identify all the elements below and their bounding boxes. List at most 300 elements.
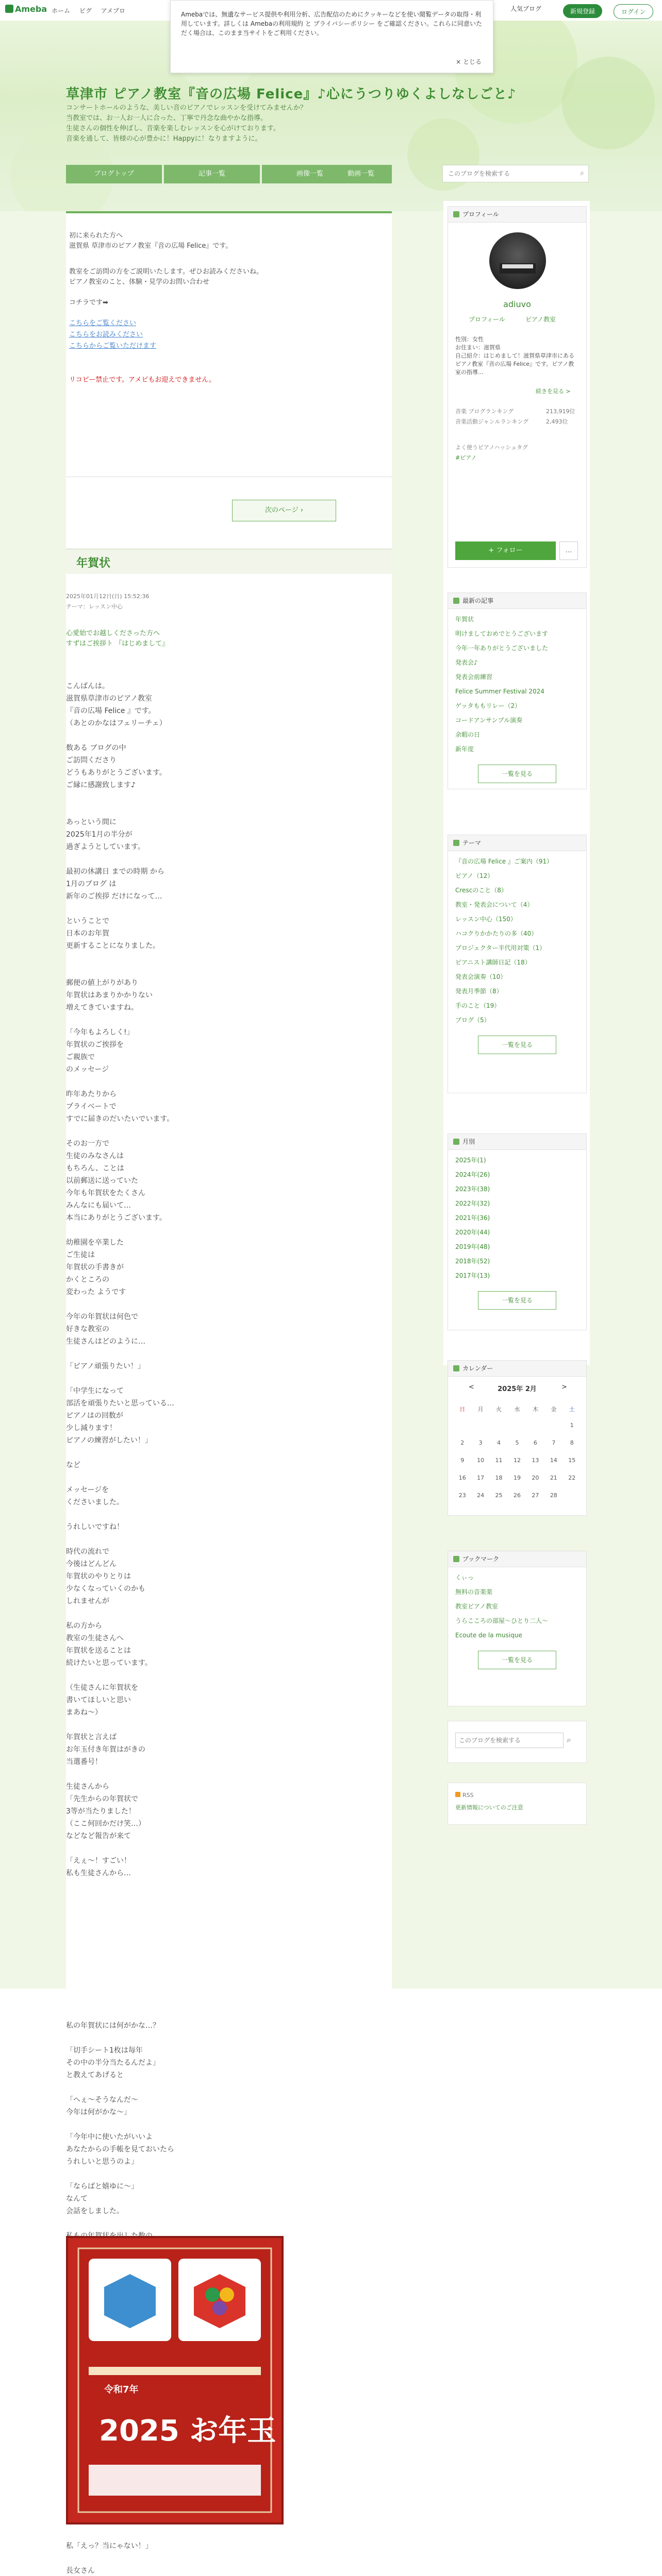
article-body-line: [66, 853, 355, 866]
calendar-day: 20: [532, 1474, 539, 1481]
next-page-button[interactable]: 次のページ ›: [232, 500, 336, 521]
article-body-line: 更新することになりました。: [66, 942, 160, 950]
popular-blog-label: 人気ブログ: [510, 5, 542, 12]
archive-heading-label: 月別: [462, 1138, 475, 1145]
top-nav: [52, 6, 133, 15]
article-body-line: [66, 1076, 355, 1088]
calendar-day: 11: [495, 1456, 503, 1464]
article-body-line: などなど報告が来て: [66, 1832, 131, 1840]
theme-link[interactable]: Crescのこと（8）: [455, 887, 507, 894]
article-body-line: 昨年あたりから: [66, 1090, 117, 1098]
archive-month-link[interactable]: 2024年(26): [455, 1171, 490, 1178]
article-body-after-photo: [66, 2540, 355, 2576]
ranking-label-2[interactable]: 音楽活動ジャンルランキング: [455, 418, 529, 425]
article-body-line: [66, 1842, 355, 1855]
calendar-box: [448, 1360, 587, 1516]
theme-link[interactable]: プロジェクター半代用対策（1）: [455, 944, 546, 952]
article-title[interactable]: 年賀状: [76, 557, 111, 570]
article-body-line: [66, 1014, 355, 1026]
intro-line-2: 滋賀県 草津市のピアノ教室『音の広場 Felice』です。: [69, 242, 233, 250]
recent-more-label: 一覧を見る: [501, 770, 533, 777]
stamp-sheet-illustration: [68, 2238, 282, 2522]
calendar-weekday: 土: [569, 1406, 575, 1413]
article-body-line: 生徒さんから: [66, 1783, 109, 1791]
article-body-line: [66, 730, 355, 742]
cookie-notice-text: Amebaでは、無遺なサービス提供や利用分析、広告配信のためにクッキーなどを使い閲覧データの取得・利用しています。詳しくは Amebaの利用規約 と プライバシーポリシー をご確認ください。これらに同意いただく場合は、このまま当サイトをご利用ください。: [181, 11, 482, 37]
calendar-day: 14: [550, 1456, 557, 1464]
article-body-line: 本当にありがとうございます。: [66, 1214, 167, 1222]
article-body-line: 滋賀県草津市のピアノ教室: [66, 694, 152, 703]
follow-options-label: …: [565, 547, 572, 554]
article-body-continued-line: [66, 2032, 355, 2044]
article-body-line: 数ある ブログの中: [66, 744, 126, 752]
next-page-label: 次のページ: [264, 506, 299, 514]
calendar-day: [544, 1416, 562, 1434]
nav-article-list[interactable]: [164, 165, 260, 183]
recent-article-link[interactable]: 明けましておめでとうございます: [455, 630, 549, 637]
calendar-prev-button[interactable]: <: [469, 1383, 474, 1391]
login-button[interactable]: [614, 4, 653, 19]
article-body-continued-line: 会話をしました。: [66, 2207, 124, 2215]
article-body-line: [66, 1719, 355, 1731]
recent-more-button[interactable]: [478, 765, 556, 783]
article-body-line: かくところの: [66, 1276, 109, 1284]
article-body-after-photo-line: 私「えっ？当にゃない！」: [66, 2542, 153, 2550]
calendar-day: 25: [495, 1492, 503, 1499]
calendar-day: 1: [570, 1421, 574, 1429]
archive-heading-icon: [453, 1139, 459, 1145]
article-body-line: （あとのかなはフェリーチェ）: [66, 719, 167, 727]
nav-pigg[interactable]: ピグ: [79, 7, 92, 14]
recent-list: [448, 609, 586, 759]
intro-warning: リコピー禁止です。アメピもお迎えできません。: [69, 376, 216, 384]
search-icon[interactable]: ⌕: [580, 169, 584, 177]
recent-article-link[interactable]: 発表会前練習: [455, 673, 493, 681]
intro-link-3-text: こちらからご覧いただけます: [69, 342, 157, 350]
archive-box: [448, 1133, 587, 1330]
recent-article-link[interactable]: コードアンサンブル演奏: [455, 717, 523, 724]
article-body-line: 今年の年賀状は何色で: [66, 1313, 138, 1321]
article-body-line: 日本のお年賀: [66, 929, 109, 938]
article-body-line: ご親族で: [66, 1053, 95, 1061]
calendar-day: 24: [477, 1492, 485, 1499]
theme-link[interactable]: レッスン中心（150）: [455, 916, 517, 923]
ranking-value-1: 213,919位: [546, 408, 575, 415]
themes-heading-label: テーマ: [462, 839, 482, 846]
calendar-day: 2: [460, 1439, 465, 1446]
article-body-line: [66, 1372, 355, 1385]
article-body-line: 時代の流れで: [66, 1548, 109, 1556]
bookmark-link[interactable]: くぃっ: [455, 1574, 474, 1581]
archive-month-link[interactable]: 2017年(13): [455, 1272, 490, 1279]
article-list-label: 記事一覧: [198, 170, 225, 178]
article-body-line: [66, 1669, 355, 1682]
article-body-line: 部活を頑張りたいと思っている…: [66, 1399, 174, 1408]
calendar-weekday: 日: [459, 1406, 466, 1413]
article-body-line: まあね〜）: [66, 1708, 102, 1717]
article-body-continued-line: [66, 2217, 355, 2230]
piano-school-link[interactable]: ピアノ教室: [525, 316, 556, 323]
article-body-continued-line: 「今年中に使いたがいいよ: [66, 2133, 153, 2141]
article-body-line: ご生徒は: [66, 1251, 95, 1259]
rss-box: [448, 1783, 587, 1825]
article-body-line: 年賀状の手書きが: [66, 1263, 124, 1272]
theme-link[interactable]: ピアノ（12）: [455, 872, 494, 879]
article-body-line: ピアノの練習がしたい！」: [66, 1436, 152, 1445]
article-body-line: [66, 791, 355, 804]
intro-line-5: コチラです➡: [69, 299, 108, 307]
rss-heading-label: RSS: [462, 1792, 474, 1799]
article-body-line: 「今年もよろしく!」: [66, 1028, 134, 1037]
calendar-day: 5: [515, 1439, 519, 1446]
blog-nav: [66, 165, 360, 183]
recent-article-link[interactable]: ゲッタももリレー（2）: [455, 702, 521, 709]
bookmark-link[interactable]: 教室ピアノ教室: [455, 1603, 499, 1610]
article-body-line: 少なくなっていくのかも: [66, 1585, 145, 1593]
hashtag-piano[interactable]: #ピアノ: [455, 454, 477, 461]
article-body-line: 年賀状を送ることは: [66, 1647, 131, 1655]
popular-blog-link[interactable]: [510, 4, 541, 13]
article-body-line: こんばんは。: [66, 682, 109, 690]
piano-avatar-icon: [489, 232, 546, 289]
article-body-continued-line: その中の半分当たるんだよ」: [66, 2059, 160, 2067]
article-body-line: [66, 952, 355, 964]
calendar-day: 7: [552, 1439, 556, 1446]
article-body-continued-line: [66, 2168, 355, 2180]
article-body-after-photo-line: 長女さん: [66, 2567, 95, 2575]
calendar-day: 9: [460, 1456, 465, 1464]
intro-link-2[interactable]: [69, 330, 143, 340]
article-body-line: もちろん、ことは: [66, 1164, 124, 1173]
article-body-line: 「ピアノ頑張りたい！」: [66, 1362, 145, 1370]
calendar-day: [453, 1416, 471, 1434]
image-list-label: 画像一覧: [296, 170, 323, 178]
archive-month-link[interactable]: 2023年(38): [455, 1185, 490, 1193]
article-body-line: [66, 1768, 355, 1781]
article-body-continued-line: 今年は何がかな〜」: [66, 2108, 131, 2116]
new-year-stamp-photo[interactable]: [66, 2236, 284, 2524]
theme-link[interactable]: ブログ（5）: [455, 1016, 490, 1024]
bookmark-link[interactable]: うらこころの部屋〜ひとり二人〜: [455, 1617, 549, 1624]
calendar-day: 15: [568, 1456, 576, 1464]
nav-video-list[interactable]: [330, 165, 392, 183]
article-body-line: [66, 1125, 355, 1138]
article-body-continued-line: あなたからの手帳を見ておいたら: [66, 2145, 174, 2154]
bookmarks-list: [448, 1567, 586, 1646]
calendar-day: 4: [497, 1439, 501, 1446]
calendar-day: 26: [513, 1492, 521, 1499]
profile-box: [448, 206, 587, 568]
calendar-day: [563, 1486, 581, 1504]
article-body-continued-line: [66, 2119, 355, 2131]
themes-more-button[interactable]: [478, 1036, 556, 1054]
calendar-next-button[interactable]: >: [561, 1383, 567, 1391]
article-body-continued-line: うれしいと思うのよ」: [66, 2158, 138, 2166]
signup-label: 新規登録: [563, 4, 602, 18]
side-search-box: [448, 1721, 587, 1763]
article-body-line: 2025年1月の半分が: [66, 831, 133, 839]
ranking-label-1[interactable]: 音楽 ブログランキング: [455, 408, 514, 415]
bookmarks-more-label: 一覧を見る: [501, 1656, 533, 1664]
article-body-line: あっという間に: [66, 818, 117, 826]
calendar-weekday: 月: [477, 1406, 484, 1413]
blog-top-label: ブログトップ: [94, 170, 134, 178]
calendar-heading: [448, 1361, 586, 1377]
profile-heading-label: プロフィール: [462, 211, 499, 218]
calendar-grid: [453, 1402, 581, 1504]
side-search-icon[interactable]: ⌕: [567, 1735, 571, 1744]
calendar-day: 16: [458, 1474, 466, 1481]
theme-link[interactable]: 教室・発表会について（4）: [455, 901, 534, 908]
calendar-day: 19: [513, 1474, 521, 1481]
theme-link[interactable]: 発表会演奏（10）: [455, 973, 507, 980]
archive-list: [448, 1150, 586, 1286]
calendar-day: [526, 1416, 544, 1434]
calendar-day: 22: [568, 1474, 576, 1481]
cookie-close-label: × とじる: [456, 58, 482, 65]
rss-icon: [455, 1792, 460, 1797]
intro-top-rule: [66, 211, 392, 213]
rss-link[interactable]: 更新情報についてのご注意: [455, 1804, 523, 1811]
recent-article-link[interactable]: 発表会♪: [455, 659, 478, 666]
article-body-line: [66, 1447, 355, 1459]
article-body-line: くださいました。: [66, 1498, 124, 1506]
calendar-day: 28: [550, 1492, 557, 1499]
archive-month-link[interactable]: 2022年(32): [455, 1200, 490, 1207]
themes-box: [448, 835, 587, 1093]
ameba-logo[interactable]: [5, 4, 47, 14]
archive-month-link[interactable]: 2021年(36): [455, 1214, 490, 1222]
profile-avatar[interactable]: [489, 232, 546, 289]
recent-article-link[interactable]: 今年一年ありがとうございました: [455, 645, 549, 652]
calendar-day: 17: [477, 1474, 485, 1481]
archive-heading: [448, 1134, 586, 1150]
article-body-line: 生徒のみなさんは: [66, 1152, 124, 1160]
calendar-day: 21: [550, 1474, 557, 1481]
article-body-line: 『音の広場 Felice 』です。: [66, 707, 156, 715]
recent-heading: [448, 593, 586, 609]
calendar-weekday: 金: [551, 1406, 557, 1413]
article-body-line: [66, 1509, 355, 1521]
calendar-heading-label: カレンダー: [462, 1365, 493, 1372]
article-body-line: 好きな教室の: [66, 1325, 109, 1333]
bookmark-link[interactable]: 無料の音楽楽: [455, 1588, 493, 1596]
article-body-line: そのお一方で: [66, 1140, 109, 1148]
article-body-line: すでに届きのだいたいでいます。: [66, 1115, 174, 1123]
profile-bio: 性別：女性 お住まい：滋賀県 自己紹介：はじめまして！滋賀県草津市にあるピアノ教室『音の広場 Felice』です。ピアノ教室の指導...: [455, 336, 574, 376]
ranking-value-2: 2,493位: [546, 418, 568, 425]
article-body-continued-line: 「へぇ〜そうなんだ〜: [66, 2096, 138, 2104]
intro-link-1-text: こちらをご覧ください: [69, 319, 137, 327]
calendar-day: 8: [570, 1439, 574, 1446]
article-body-line: 続けたいと思っています。: [66, 1659, 152, 1667]
article-body-line: 以前郵送に送っていた: [66, 1177, 138, 1185]
article-body-continued-line: 「切手シート1枚は毎年: [66, 2046, 143, 2055]
archive-month-link[interactable]: 2019年(48): [455, 1243, 490, 1250]
calendar-table: [453, 1402, 581, 1504]
article-body-line: 少し減ります！: [66, 1424, 117, 1432]
article-body-line: どうもありがとうございます。: [66, 769, 167, 777]
article-body-line: 年賀状のやりとりは: [66, 1572, 131, 1581]
article-body-line: しれませんが: [66, 1597, 109, 1605]
bookmarks-heading-icon: [453, 1556, 459, 1562]
calendar-day: 27: [532, 1492, 539, 1499]
cookie-notice: [170, 0, 493, 73]
calendar-day: [508, 1416, 526, 1434]
theme-link[interactable]: ピアニスト講師日記（18）: [455, 959, 531, 966]
article-body: [66, 680, 355, 1879]
bookmarks-more-button[interactable]: [478, 1651, 556, 1669]
article-body-line: 最初の休講日 までの時期 から: [66, 868, 164, 876]
article-body-line: 「先生からの年賀状で: [66, 1795, 138, 1803]
recent-article-link[interactable]: Felice Summer Festival 2024: [455, 688, 544, 695]
theme-link[interactable]: 『音の広場 Felice 』ご案内（91）: [455, 858, 553, 865]
article-body-line: 私の方から: [66, 1622, 102, 1630]
archive-month-link[interactable]: 2020年(44): [455, 1229, 490, 1236]
article-body-line: など: [66, 1461, 80, 1469]
calendar-day: 18: [495, 1474, 503, 1481]
article-body-line: 「えぇ〜！すごい！: [66, 1857, 131, 1865]
nav-home[interactable]: ホーム: [52, 7, 71, 14]
article-body-line: 3等が当たりました！: [66, 1807, 136, 1816]
follow-options-button[interactable]: [559, 541, 578, 560]
article-body-line: 書いてほしいと思い: [66, 1696, 131, 1704]
blog-description: コンサートホールのような、美しい音のピアノでレッスンを受けてみませんか？ 当教室では、お一人お一人に合った、丁寧で丹念な曲やかな指導。 生徒さんの個性を伸ばし、音楽を楽しむレッスンを心がけております。 音楽を通して、皆様の心が豊かに！Happyに！なりますように。: [66, 104, 307, 143]
article-body-line: ということで: [66, 917, 109, 925]
theme-link[interactable]: ハコクりかかたりの多（40）: [455, 930, 538, 937]
article-body-line: 教室の生徒さんへ: [66, 1634, 124, 1642]
article-body-line: 今後はどんどん: [66, 1560, 117, 1568]
article-body-line: [66, 1348, 355, 1360]
article-body-line: 1月のブログ は: [66, 880, 117, 888]
article-body-line: （ここ何回かだけ笑…）: [66, 1820, 145, 1828]
intro-line-1: 初に来られた方へ: [69, 232, 123, 240]
recent-articles-box: [448, 592, 587, 789]
calendar-day: 10: [477, 1456, 485, 1464]
themes-more-label: 一覧を見る: [501, 1041, 533, 1048]
archive-month-link[interactable]: 2018年(52): [455, 1258, 490, 1265]
article-title-bar: [66, 549, 392, 574]
follow-button[interactable]: [455, 541, 556, 560]
article-theme[interactable]: テーマ：レッスン中心: [66, 603, 123, 610]
nav-ameblo[interactable]: アメブロ: [101, 7, 125, 14]
nav-blog-top[interactable]: [66, 165, 162, 183]
article-date: 2025年01月12日(日) 15:52:36: [66, 593, 150, 600]
rss-heading: [455, 1791, 474, 1800]
article-body-line: のメッセージ: [66, 1065, 109, 1074]
hashtag-heading: よく使うピアノハッシュタグ: [455, 444, 528, 451]
intro-link-2-text: こちらをお読みください: [69, 331, 143, 338]
calendar-day: 3: [478, 1439, 483, 1446]
ameba-logo-icon: [5, 5, 13, 13]
article-body-line: 過ぎようとしています。: [66, 843, 145, 851]
page-break: [0, 1989, 662, 2020]
stamp-year-text: 2025 お年玉: [99, 2414, 276, 2448]
bookmarks-heading-label: ブックマーク: [462, 1555, 500, 1563]
recent-article-link[interactable]: 余暇の日: [455, 731, 481, 738]
article-body-after-photo-line: [66, 2552, 355, 2565]
intro-box: [66, 215, 392, 483]
calendar-day: [471, 1416, 489, 1434]
article-body-line: [66, 964, 355, 977]
profile-heading-icon: [453, 211, 459, 217]
bookmarks-box: [448, 1551, 587, 1706]
side-search-input[interactable]: [455, 1733, 564, 1748]
stamp-top-text: 令和7年: [104, 2384, 139, 2395]
article-body-line: みんなにも届いて…: [66, 1201, 131, 1210]
article-body-line: 増えてきていますね。: [66, 1004, 138, 1012]
article-body-line: 「中学生になって: [66, 1387, 124, 1395]
calendar-weekday: 火: [496, 1406, 502, 1413]
calendar-day: 12: [513, 1456, 521, 1464]
archive-more-button[interactable]: [478, 1291, 556, 1310]
article-body-continued-line: 「ならばと嬉ゆに〜」: [66, 2182, 138, 2191]
article-body-continued-line: なんて: [66, 2195, 88, 2203]
article-body-continued-line: 私の年賀状には何がかな…？: [66, 2022, 160, 2030]
intro-link-1[interactable]: [69, 318, 136, 329]
article-body-line: 変わった ようです: [66, 1288, 126, 1296]
bookmarks-heading: [448, 1551, 586, 1567]
profile-heading: [448, 207, 586, 223]
article-body-line: [66, 1607, 355, 1620]
theme-link[interactable]: 発表月季節（8）: [455, 988, 503, 995]
article-body-line: 年賀状と言えば: [66, 1733, 117, 1741]
profile-name[interactable]: adiuvo: [503, 299, 531, 309]
article-body-line: お年玉付き年賀はがきの: [66, 1745, 145, 1754]
calendar-weekday: 水: [514, 1406, 520, 1413]
blog-title[interactable]: 草津市 ピアノ教室『音の広場 Felice』♪心にうつりゆくよしなしごと♪: [66, 87, 517, 102]
header-search-input[interactable]: [447, 165, 568, 182]
recent-article-link[interactable]: 年賀状: [455, 616, 474, 623]
profile-more-link[interactable]: 続きを見る >: [536, 388, 571, 395]
article-body-line: メッセージを: [66, 1486, 109, 1494]
calendar-day: 23: [458, 1492, 466, 1499]
article-body-line: 年賀状のご挨拶を: [66, 1041, 124, 1049]
article-body-line: 私も生徒さんから…: [66, 1869, 131, 1877]
themes-heading-icon: [453, 840, 459, 846]
cookie-notice-close[interactable]: [456, 57, 482, 66]
theme-link[interactable]: 手のこと（19）: [455, 1002, 501, 1009]
article-body-line: 郵便の値上がりがあり: [66, 979, 138, 987]
recent-article-link[interactable]: 新年度: [455, 745, 474, 753]
article-body-continued: [66, 2020, 355, 2255]
calendar-day: 6: [533, 1439, 537, 1446]
article-body-line: [66, 1533, 355, 1546]
video-list-label: 動画一覧: [347, 170, 374, 178]
profile-link[interactable]: プロフィール: [469, 316, 505, 323]
article-body-line: [66, 1298, 355, 1311]
article-body-line: 年賀状はあまりかかりない: [66, 991, 153, 999]
bookmark-link[interactable]: Ecoute de la musique: [455, 1632, 522, 1639]
article-body-line: ピアノはの回数が: [66, 1412, 123, 1420]
themes-heading: [448, 835, 586, 851]
intro-link-3[interactable]: [69, 341, 156, 351]
intro-line-4: ピアノ教室のこと、体験・見学のお問い合わせ: [69, 278, 209, 286]
article-body-line: プライベートで: [66, 1103, 117, 1111]
themes-list: [448, 851, 586, 1030]
article-body-line: [66, 903, 355, 915]
article-body-continued-line: [66, 2081, 355, 2094]
recent-heading-label: 最新の記事: [462, 597, 494, 604]
article-body-line: 生徒さんはどのように…: [66, 1337, 145, 1346]
calendar-weekday: 木: [532, 1406, 538, 1413]
calendar-day: [490, 1416, 508, 1434]
article-body-line: 新年のご挨拶 だけになって…: [66, 892, 162, 901]
signup-button[interactable]: [563, 4, 602, 18]
article-body-line: [66, 1224, 355, 1236]
calendar-heading-icon: [453, 1365, 459, 1371]
archive-month-link[interactable]: 2025年(1): [455, 1157, 486, 1164]
